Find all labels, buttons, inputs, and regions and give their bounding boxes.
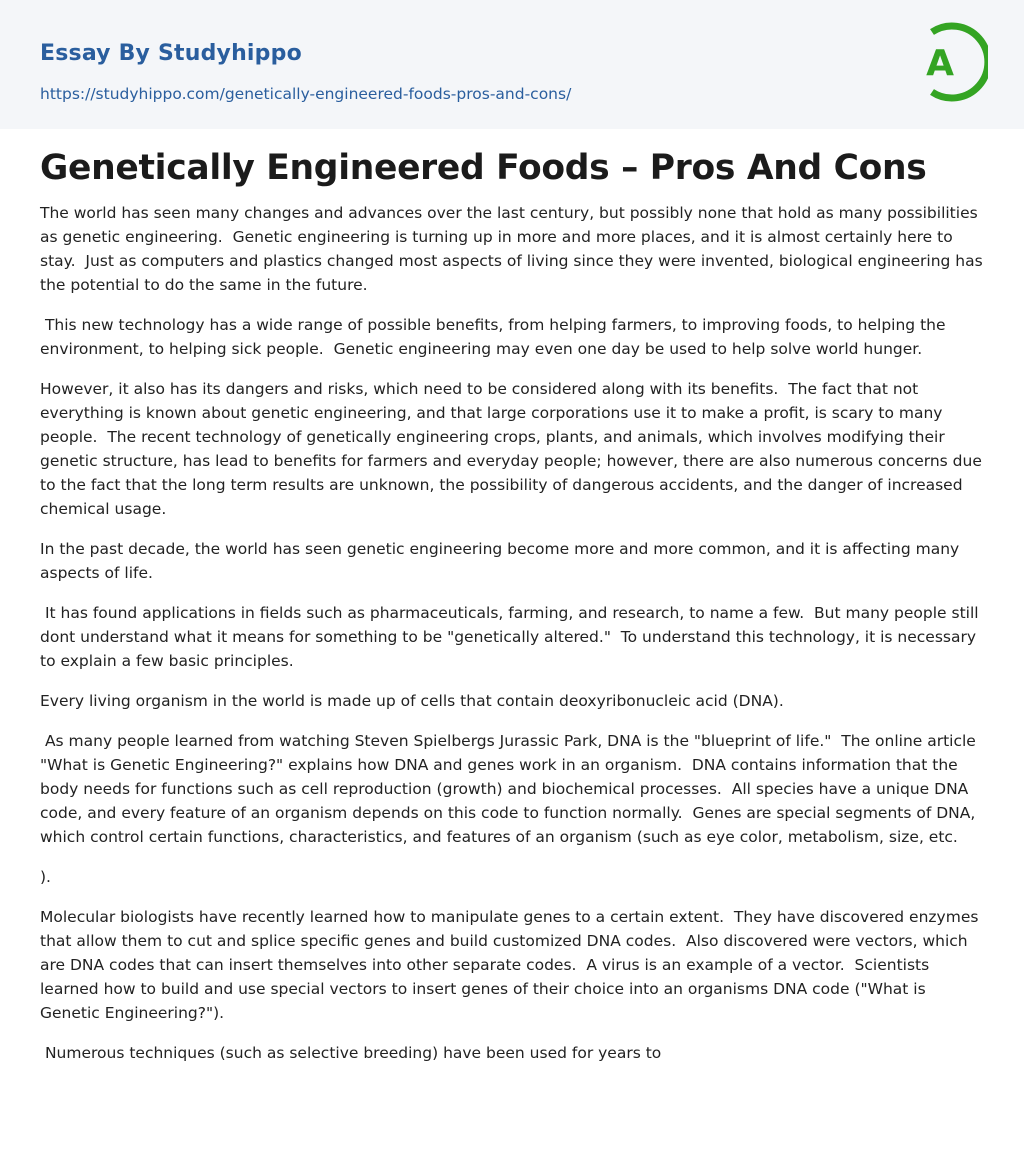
source-url-link[interactable]: https://studyhippo.com/genetically-engineered-foods-pros-and-cons/ (40, 85, 572, 103)
paragraph: As many people learned from watching Steven Spielbergs Jurassic Park, DNA is the "blueprint of life." The online article "What is Genetic Engineering?" explains how DNA and genes work in an organism. DNA contains information that the body needs for functions such as cell reproduction (growth) and biochemical processes. All species have a unique DNA code, and every feature of an organism depends on this code to function normally. Genes are special segments of DNA, which control certain functions, characteristics, and features of an organism (such as eye color, metabolism, size, etc. (40, 732, 981, 846)
logo-letter: A (926, 43, 954, 84)
paragraph: This new technology has a wide range of possible benefits, from helping farmers, to improving foods, to helping the environment, to helping sick people. Genetic engineering may even one day be used to help solve world hunger. (40, 316, 951, 358)
paragraph: Every living organism in the world is made up of cells that contain deoxyribonucleic acid (DNA). (40, 692, 784, 710)
paragraph: However, it also has its dangers and risks, which need to be considered along with its benefits. The fact that not everything is known about genetic engineering, and that large corporations use it to make a profit, is scary to many people. The recent technology of genetically engineering crops, plants, and animals, which involves modifying their genetic structure, has lead to benefits for farmers and everyday people; however, there are also numerous concerns due to the fact that the long term results are unknown, the possibility of dangerous accidents, and the danger of increased chemical usage. (40, 380, 987, 518)
site-brand[interactable]: Essay By Studyhippo (40, 41, 302, 66)
paragraph: ). (40, 868, 51, 886)
paragraph: Numerous techniques (such as selective breeding) have been used for years to (40, 1044, 662, 1062)
paragraph: In the past decade, the world has seen genetic engineering become more and more common, and it is affecting many aspects of life. (40, 540, 965, 582)
article-body (40, 201, 986, 1081)
paragraph: The world has seen many changes and advances over the last century, but possibly none that hold as many possibilities as genetic engineering. Genetic engineering is turning up in more and more places, and it is almost certainly here to stay. Just as computers and plastics changed most aspects of living since they were invented, biological engineering has the potential to do the same in the future. (40, 204, 988, 294)
paragraph: Molecular biologists have recently learned how to manipulate genes to a certain extent. They have discovered enzymes that allow them to cut and splice specific genes and build customized DNA codes. Also discovered were vectors, which are DNA codes that can insert themselves into other separate codes. A virus is an example of a vector. Scientists learned how to build and use special vectors to insert genes of their choice into an organisms DNA code ("What is Genetic Engineering?"). (40, 908, 984, 1022)
article-title: Genetically Engineered Foods – Pros And Cons (40, 148, 927, 188)
paragraph: It has found applications in fields such as pharmaceuticals, farming, and research, to name a few. But many people still dont understand what it means for something to be "genetically altered." To understand this technology, it is necessary to explain a few basic principles. (40, 604, 984, 670)
